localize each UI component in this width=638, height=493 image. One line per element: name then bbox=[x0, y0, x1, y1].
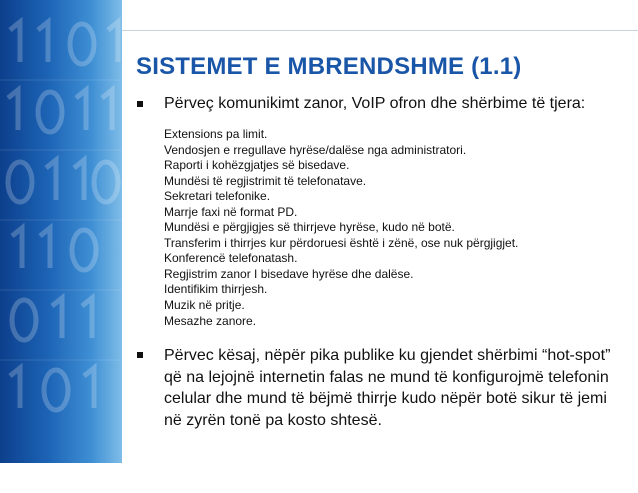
binary-pattern-graphic bbox=[0, 0, 122, 463]
list-item: Mundësi e përgjigjes së thirrjeve hyrëse, kudo në botë. bbox=[164, 220, 455, 235]
list-item: Marrje faxi në format PD. bbox=[164, 204, 298, 219]
list-item: Mundësi të regjistrimit të telefonatave. bbox=[164, 173, 367, 188]
list-item: Extensions pa limit. bbox=[164, 127, 268, 141]
decorative-side-band bbox=[0, 0, 122, 463]
list-item: Mesazhe zanore. bbox=[164, 313, 257, 328]
list-item: Sekretari telefonike. bbox=[164, 189, 271, 204]
list-item: Transferim i thirrjes kur përdoruesi është i zënë, ose nuk përgjigjet. bbox=[164, 235, 519, 250]
title-divider bbox=[122, 30, 638, 31]
list-item: Muzik në pritje. bbox=[164, 298, 245, 313]
voip-services-list bbox=[164, 127, 518, 329]
list-item: Vendosjen e rregullave hyrëse/dalëse nga administratori. bbox=[164, 142, 467, 157]
bullet-voip-services: Përveç komunikimt zanor, VoIP ofron dhe shërbime të tjera: bbox=[164, 95, 586, 112]
list-item: Regjistrim zanor I bisedave hyrëse dhe dalëse. bbox=[164, 266, 414, 281]
list-item: Identifikim thirrjesh. bbox=[164, 282, 268, 297]
square-bullet-icon bbox=[137, 352, 143, 358]
bullet-hotspot: Përvec kësaj, nëpër pika publike ku gjendet shërbimi “hot-spot” që na lejojnë internetin falas ne mund të konfigurojmë telefonin celular dhe mund të bëjmë thirrje kudo nëpër botë sikur të jemi në zyrën tonë pa kosto shtesë. bbox=[164, 347, 611, 429]
slide-title: SISTEMET E MBRENDSHME (1.1) bbox=[136, 53, 522, 80]
list-item: Raporti i kohëzgjatjes së bisedave. bbox=[164, 158, 350, 173]
square-bullet-icon bbox=[137, 101, 143, 107]
list-item: Konferencë telefonatash. bbox=[164, 251, 298, 266]
